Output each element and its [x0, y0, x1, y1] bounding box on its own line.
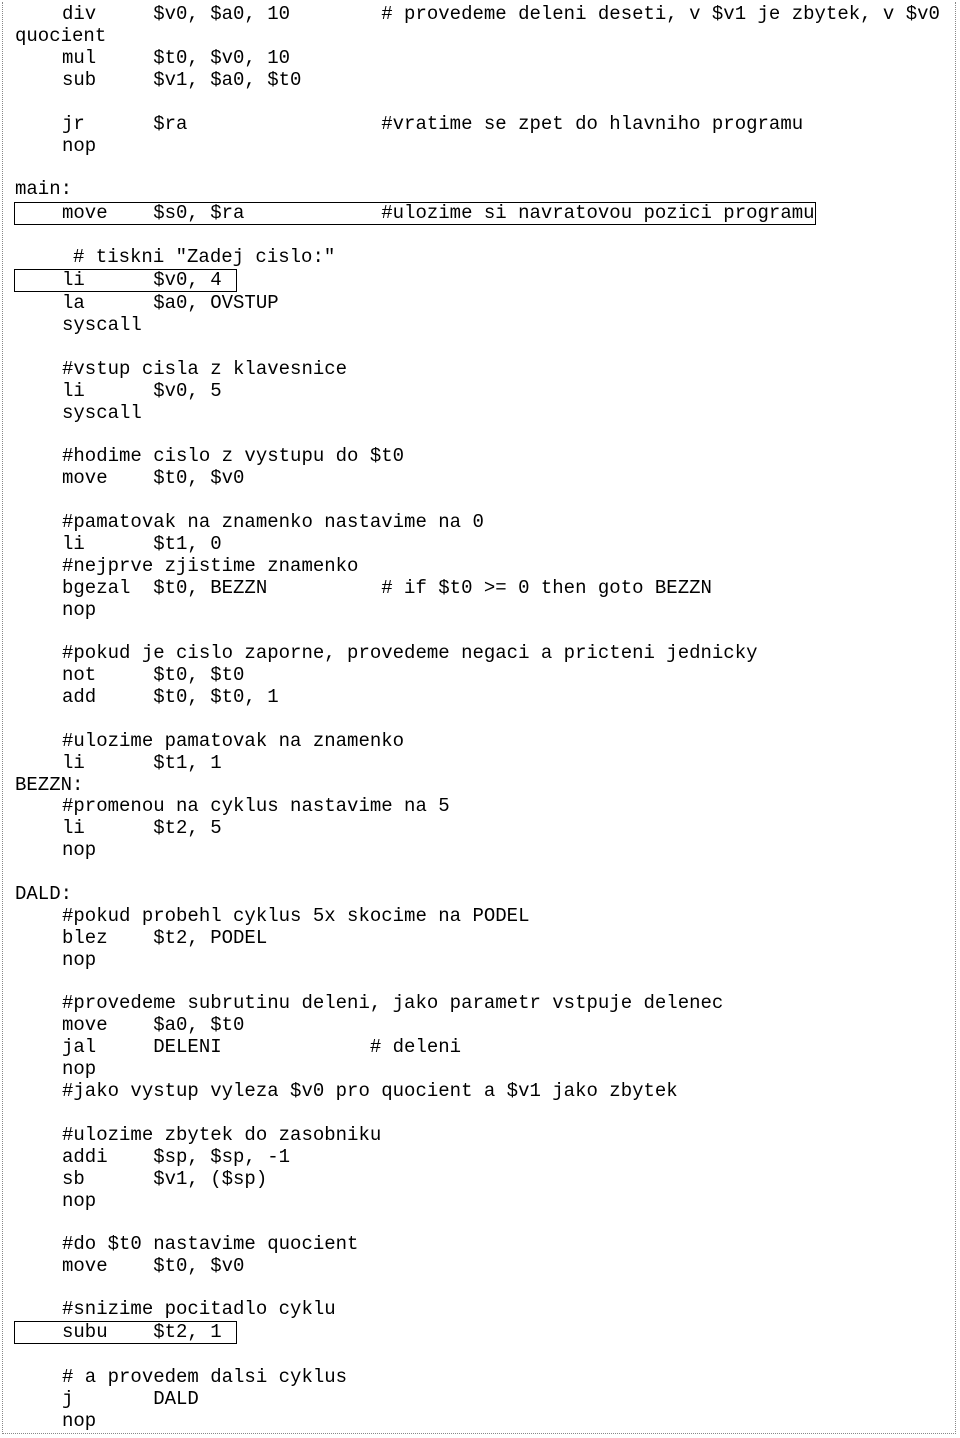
code-comment: #promenou na cyklus nastavime na 5	[62, 795, 450, 817]
code-comment: #vstup cisla z klavesnice	[62, 358, 348, 380]
code-line: j DALD	[62, 1388, 199, 1410]
code-line: li $t2, 5	[62, 817, 222, 839]
code-comment: #pokud je cislo zaporne, provedeme negaci a pricteni jednicky	[62, 642, 758, 664]
code-line: nop	[62, 949, 97, 971]
code-line: move $s0, $ra #ulozime si navratovou pozici programu	[62, 202, 815, 224]
code-line: li $t1, 0	[62, 533, 222, 555]
code-line: add $t0, $t0, 1	[62, 686, 279, 708]
code-line: syscall	[62, 402, 142, 424]
code-comment: #nejprve zjistime znamenko	[62, 555, 359, 577]
code-line: mul $t0, $v0, 10	[62, 47, 291, 69]
code-line: syscall	[62, 314, 142, 336]
code-comment: #hodime cislo z vystupu do $t0	[62, 445, 405, 467]
code-line: blez $t2, PODEL	[62, 927, 268, 949]
code-line: addi $sp, $sp, -1	[62, 1146, 291, 1168]
code-line: subu $t2, 1	[62, 1321, 222, 1343]
code-comment: # tiskni "Zadej cislo:"	[73, 246, 336, 268]
code-comment: #jako vystup vyleza $v0 pro quocient a $v1 jako zbytek	[62, 1080, 678, 1102]
code-line: nop	[62, 1410, 97, 1432]
code-line: quocient	[15, 25, 107, 47]
code-line: li $t1, 1	[62, 752, 222, 774]
code-comment: #ulozime zbytek do zasobniku	[62, 1124, 382, 1146]
code-line: la $a0, OVSTUP	[62, 292, 279, 314]
code-line: nop	[62, 839, 97, 861]
code-line: li $v0, 4	[62, 269, 222, 291]
code-comment: #pokud probehl cyklus 5x skocime na PODEL	[62, 905, 530, 927]
code-line: move $t0, $v0	[62, 467, 245, 489]
label-bezzn: BEZZN:	[15, 774, 84, 796]
code-line: sb $v1, ($sp)	[62, 1168, 268, 1190]
code-comment: #do $t0 nastavime quocient	[62, 1233, 359, 1255]
code-comment: # a provedem dalsi cyklus	[62, 1366, 348, 1388]
code-line: li $v0, 5	[62, 380, 222, 402]
code-line: jr $ra #vratime se zpet do hlavniho programu	[62, 113, 804, 135]
code-comment: #pamatovak na znamenko nastavime na 0	[62, 511, 484, 533]
code-line: not $t0, $t0	[62, 664, 245, 686]
code-comment: #snizime pocitadlo cyklu	[62, 1298, 336, 1320]
label-main: main:	[15, 178, 73, 200]
code-comment: #provedeme subrutinu deleni, jako parametr vstpuje delenec	[62, 992, 724, 1014]
code-line: bgezal $t0, BEZZN # if $t0 >= 0 then goto BEZZN	[62, 577, 712, 599]
code-line: nop	[62, 1190, 97, 1212]
label-dald: DALD:	[15, 883, 73, 905]
code-line: nop	[62, 135, 97, 157]
code-line: move $t0, $v0	[62, 1255, 245, 1277]
code-line: jal DELENI # deleni	[62, 1036, 462, 1058]
code-line: nop	[62, 599, 97, 621]
code-comment: #ulozime pamatovak na znamenko	[62, 730, 405, 752]
code-line: nop	[62, 1058, 97, 1080]
code-line: div $v0, $a0, 10 # provedeme deleni deseti, v $v1 je zbytek, v $v0	[62, 3, 940, 25]
code-line: sub $v1, $a0, $t0	[62, 69, 302, 91]
code-line: move $a0, $t0	[62, 1014, 245, 1036]
